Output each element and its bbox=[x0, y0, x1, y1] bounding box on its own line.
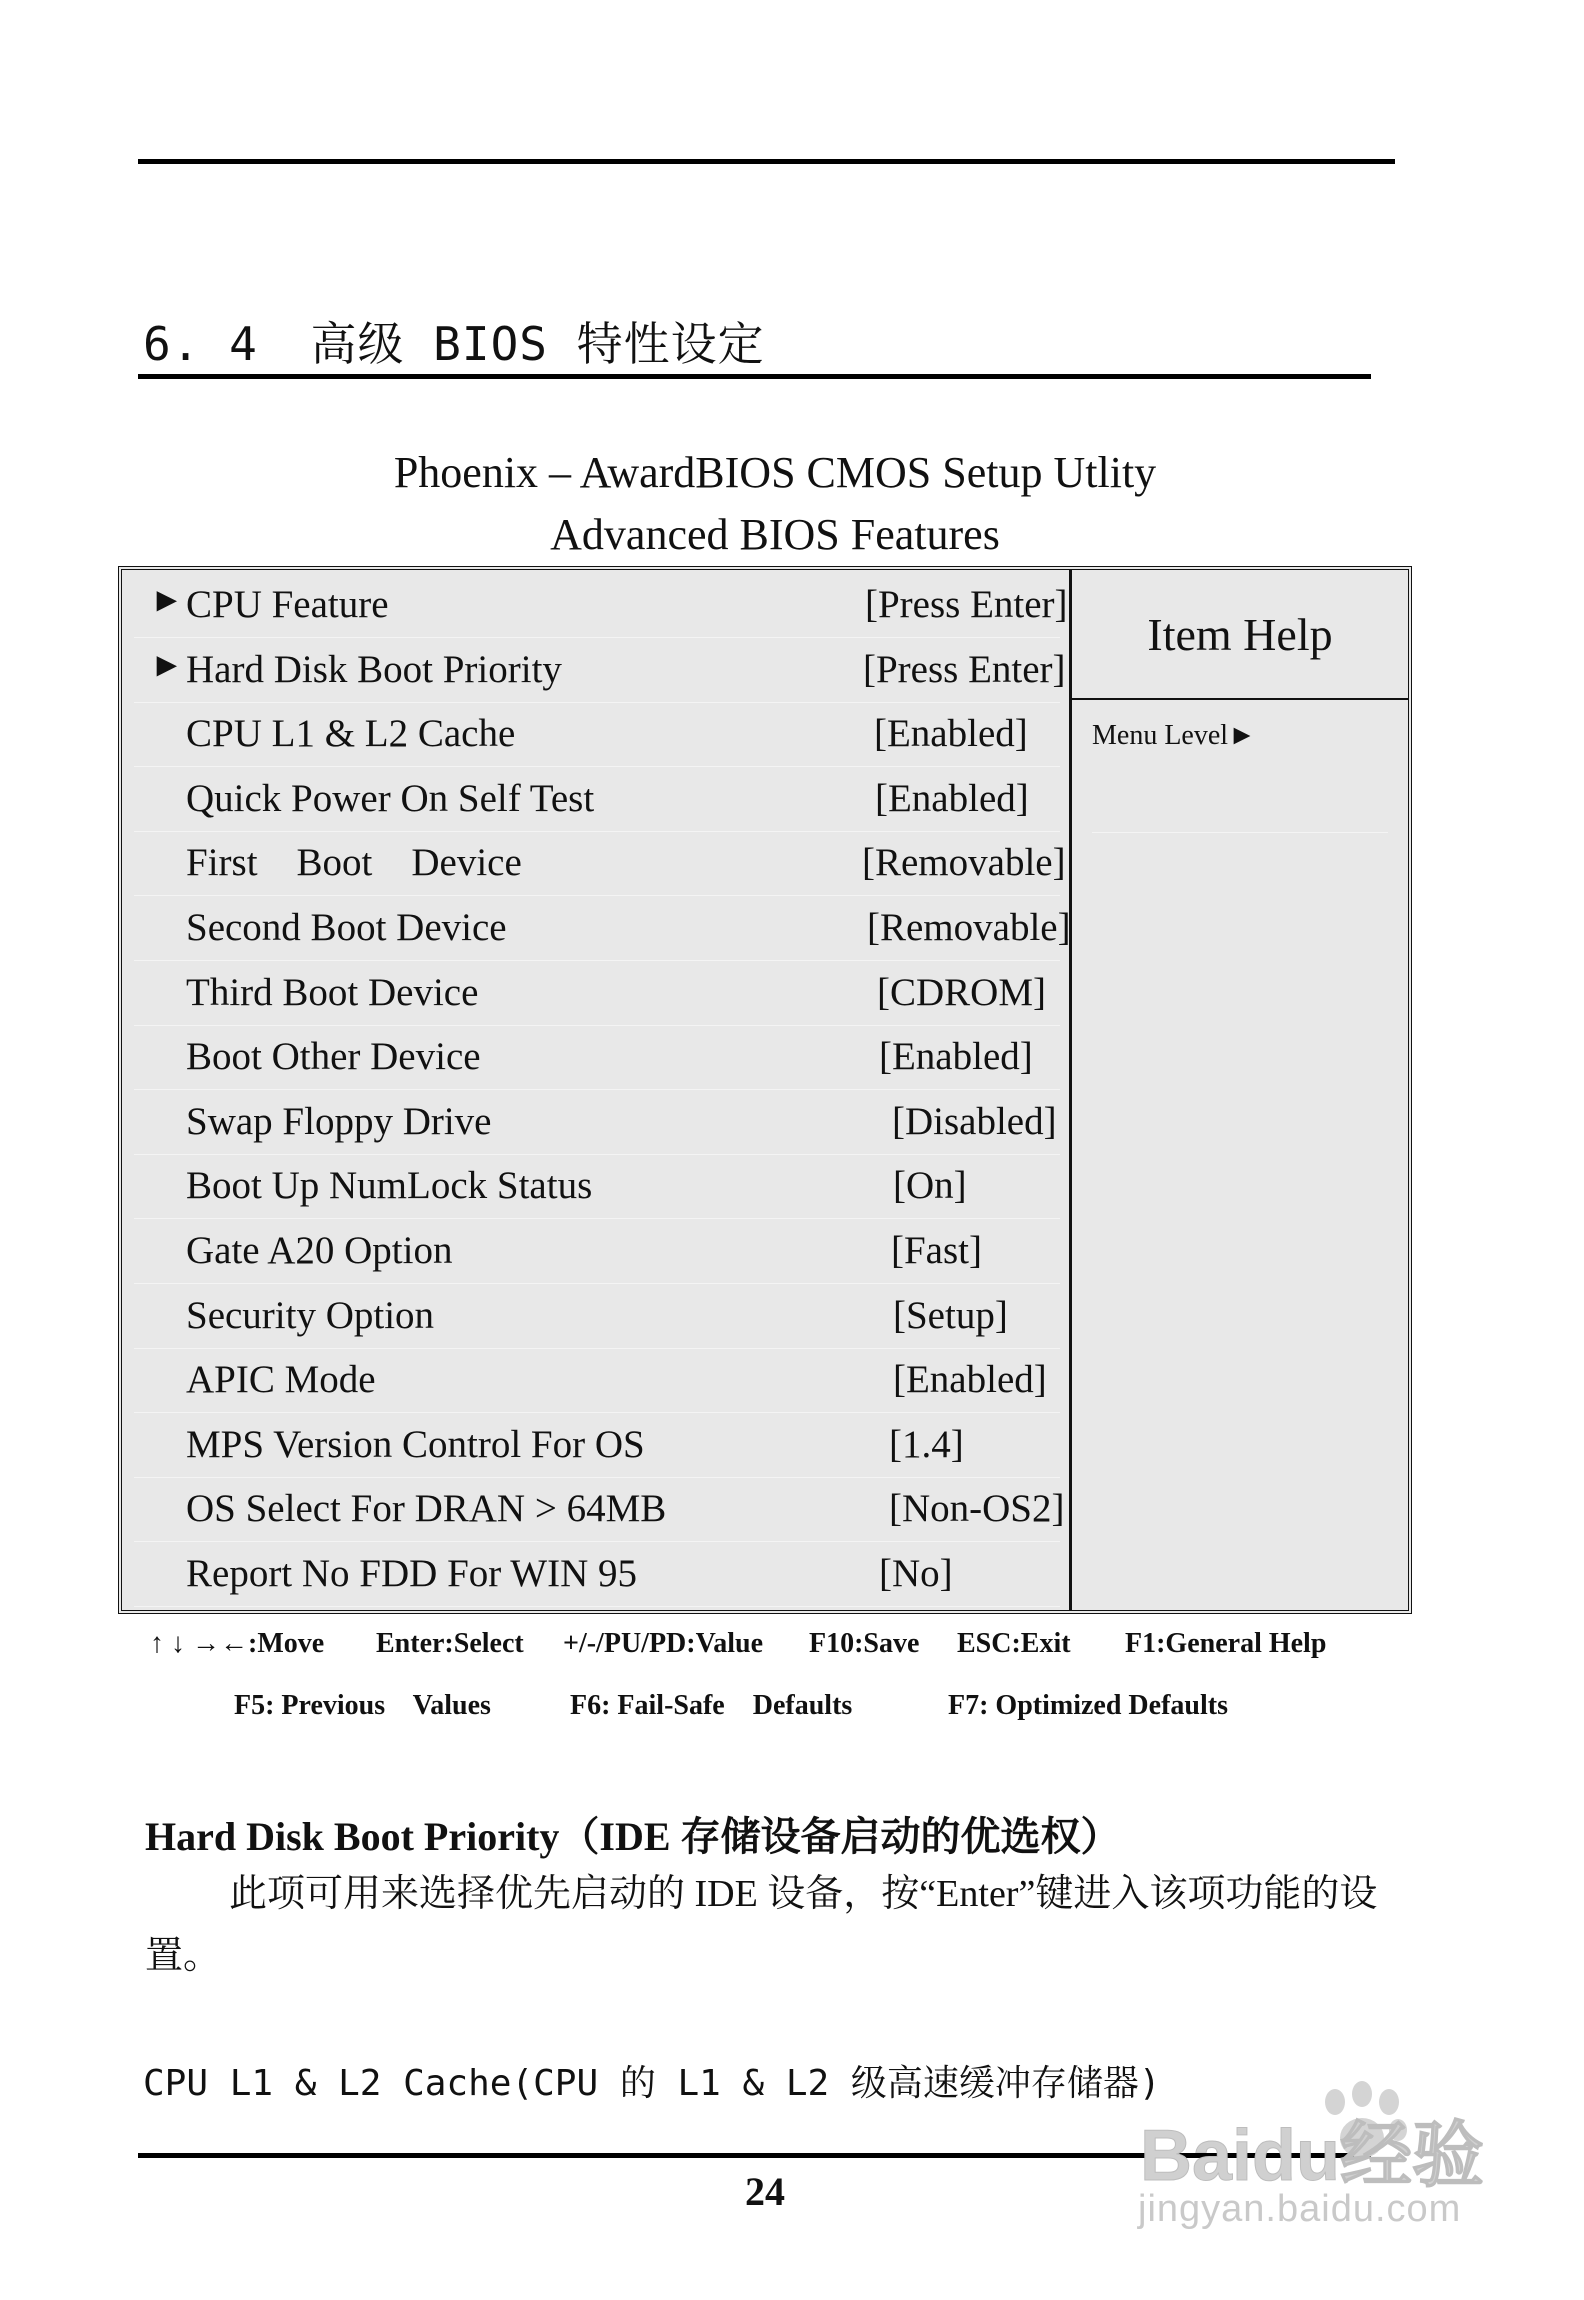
bios-setting-row[interactable] bbox=[134, 703, 1060, 767]
description-text: 此项可用来选择优先启动的 IDE 设备，按“Enter”键进入该项功能的设置。 bbox=[145, 1873, 1378, 1977]
key-fail-safe-defaults: F6: Fail-Safe Defaults bbox=[570, 1690, 853, 1721]
cpu-cache-heading: CPU L1 & L2 Cache(CPU 的 L1 & L2 级高速缓冲存储器) bbox=[143, 2063, 1161, 2104]
bios-setting-row[interactable] bbox=[134, 832, 1066, 896]
key-save: F10:Save bbox=[809, 1628, 920, 1659]
key-value: +/-/PU/PD:Value bbox=[563, 1628, 764, 1659]
bios-setting-row[interactable] bbox=[134, 1285, 1060, 1349]
bios-setting-row[interactable] bbox=[134, 1220, 1060, 1284]
section-title bbox=[143, 308, 765, 374]
top-rule bbox=[138, 159, 1395, 164]
bios-setting-label: Security Option bbox=[186, 1293, 435, 1337]
section-title-underline bbox=[138, 374, 1371, 379]
bios-setting-row[interactable] bbox=[134, 1349, 1060, 1413]
bios-setting-value[interactable]: [Enabled] bbox=[874, 712, 1028, 756]
bios-setting-value[interactable]: [On] bbox=[893, 1164, 967, 1208]
bios-settings-list bbox=[122, 570, 1072, 1610]
key-previous-values: F5: Previous Values bbox=[234, 1690, 491, 1721]
bios-setting-row[interactable] bbox=[134, 897, 1071, 961]
item-help-title: Item Help bbox=[1072, 570, 1408, 700]
key-exit: ESC:Exit bbox=[957, 1628, 1071, 1659]
bios-setting-value[interactable]: [Removable] bbox=[867, 906, 1071, 949]
bios-setting-label: Boot Up NumLock Status bbox=[186, 1164, 593, 1208]
bios-setting-row[interactable] bbox=[134, 639, 1066, 703]
menu-level-text: Menu Level► bbox=[1092, 720, 1256, 751]
section-number: 6. 4 bbox=[143, 317, 258, 371]
bios-setting-value[interactable]: [Fast] bbox=[891, 1229, 982, 1272]
bios-setting-row[interactable] bbox=[134, 1478, 1065, 1542]
bios-title-line1: Phoenix – AwardBIOS CMOS Setup Utlity bbox=[393, 448, 1157, 497]
bios-setting-value[interactable]: [No] bbox=[879, 1552, 953, 1595]
hdd-boot-priority-description bbox=[145, 1863, 1385, 1987]
bios-setting-label: APIC Mode bbox=[186, 1358, 376, 1402]
bios-title-line2: Advanced BIOS Features bbox=[550, 510, 1000, 559]
bios-setting-label: Swap Floppy Drive bbox=[186, 1099, 492, 1143]
bios-setting-label: OS Select For DRAN > 64MB bbox=[186, 1487, 667, 1531]
bios-setting-value[interactable]: [Enabled] bbox=[875, 776, 1029, 820]
key-select: Enter:Select bbox=[376, 1628, 524, 1659]
bios-setting-label: First Boot Device bbox=[186, 841, 522, 885]
bios-setting-label: Boot Other Device bbox=[186, 1035, 481, 1079]
submenu-arrow-icon: ► bbox=[150, 582, 184, 619]
baidu-logo-icon bbox=[1140, 2080, 1520, 2190]
bios-setting-value[interactable]: [Removable] bbox=[862, 841, 1066, 885]
bios-setting-row[interactable] bbox=[134, 1155, 1060, 1219]
bios-setting-row[interactable] bbox=[134, 574, 1068, 638]
section-title-text: 高级 BIOS 特性设定 bbox=[310, 317, 765, 371]
bios-setting-value[interactable]: [Press Enter] bbox=[865, 583, 1068, 626]
page-number: 24 bbox=[745, 2169, 785, 2214]
bios-setting-value[interactable]: [CDROM] bbox=[877, 970, 1047, 1014]
bios-setup-panel bbox=[118, 566, 1412, 1614]
bios-setting-row[interactable] bbox=[134, 768, 1060, 832]
bios-setting-row[interactable] bbox=[134, 962, 1060, 1026]
key-general-help: F1:General Help bbox=[1125, 1628, 1327, 1659]
bios-setting-value[interactable]: [1.4] bbox=[889, 1422, 964, 1466]
help-divider bbox=[1092, 832, 1388, 833]
bios-setting-value[interactable]: [Setup] bbox=[893, 1293, 1008, 1337]
bios-setting-label: Second Boot Device bbox=[186, 906, 507, 949]
item-help-panel bbox=[1072, 570, 1408, 1610]
bios-setting-row[interactable] bbox=[134, 1091, 1060, 1155]
bios-setting-label: CPU Feature bbox=[186, 583, 389, 626]
bios-setting-label: Third Boot Device bbox=[186, 970, 479, 1014]
bios-setting-label: Quick Power On Self Test bbox=[186, 776, 595, 820]
bios-setting-label: MPS Version Control For OS bbox=[186, 1422, 645, 1466]
bios-setting-label: Report No FDD For WIN 95 bbox=[186, 1552, 638, 1595]
key-move: ↑ ↓ →←:Move bbox=[150, 1628, 325, 1659]
bios-setting-label: CPU L1 & L2 Cache bbox=[186, 712, 516, 756]
bios-setting-label: Hard Disk Boot Priority bbox=[186, 647, 562, 691]
submenu-arrow-icon: ► bbox=[150, 646, 184, 684]
bios-setting-value[interactable]: [Enabled] bbox=[893, 1358, 1047, 1402]
bios-setting-value[interactable]: [Disabled] bbox=[892, 1099, 1057, 1143]
bios-setting-value[interactable]: [Enabled] bbox=[879, 1035, 1033, 1079]
hdd-boot-priority-heading: Hard Disk Boot Priority（IDE 存储设备启动的优选权） bbox=[145, 1814, 1121, 1859]
watermark-url: jingyan.baidu.com bbox=[1138, 2188, 1462, 2230]
svg-text:Baidu经验: Baidu经验 bbox=[1140, 2116, 1485, 2190]
bios-setting-value[interactable]: [Non-OS2] bbox=[889, 1487, 1065, 1531]
bios-setting-row[interactable] bbox=[134, 1414, 1060, 1478]
key-optimized-defaults: F7: Optimized Defaults bbox=[948, 1690, 1228, 1721]
bios-setting-row[interactable] bbox=[134, 1026, 1060, 1090]
bios-setting-row[interactable] bbox=[134, 1543, 1060, 1607]
baidu-watermark bbox=[1120, 2080, 1520, 2240]
bios-setting-value[interactable]: [Press Enter] bbox=[863, 647, 1066, 691]
bios-setting-label: Gate A20 Option bbox=[186, 1229, 453, 1272]
